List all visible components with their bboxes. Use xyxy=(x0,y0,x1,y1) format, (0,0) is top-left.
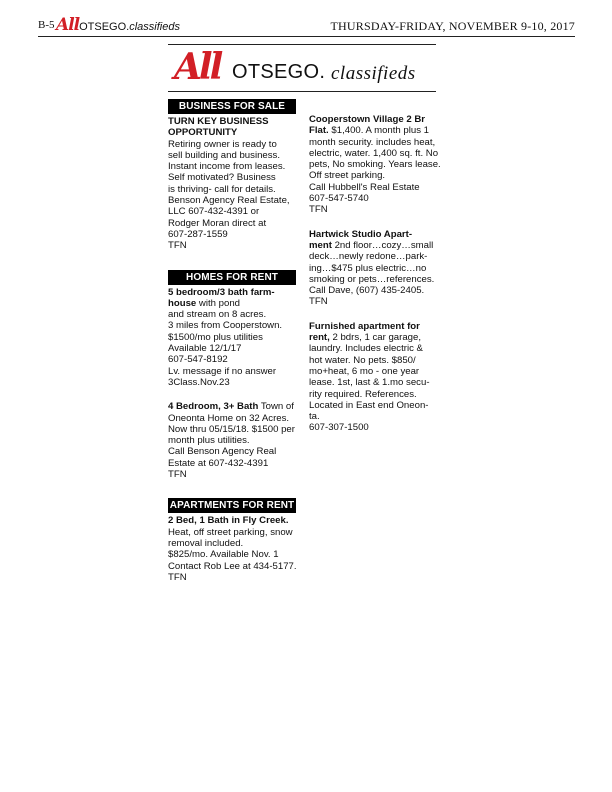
ad-line: Off street parking. xyxy=(309,170,386,182)
ad-line: Available 12/1/17 xyxy=(168,343,242,355)
ad-line: Estate at 607-432-4391 xyxy=(168,457,269,469)
ad-text: with pond xyxy=(196,297,240,309)
ad-line: Located in East end Oneon- xyxy=(309,399,429,411)
ad-line: Hartwick Studio Apart- xyxy=(309,228,413,240)
ad-line: Benson Agency Real Estate, xyxy=(168,195,290,207)
ad-line: 3 miles from Cooperstown. xyxy=(168,320,283,332)
ad-line: 607-287-1559 xyxy=(168,228,228,240)
ad-line: Call Benson Agency Real xyxy=(168,446,277,458)
section-header-apartments-for-rent: APARTMENTS FOR RENT xyxy=(169,500,295,512)
ad-line xyxy=(168,298,296,309)
ad-line: TFN xyxy=(168,469,187,481)
ad-line: TFN xyxy=(168,240,187,252)
page-number: B-5 xyxy=(38,19,55,31)
page-header xyxy=(38,16,575,37)
ad-line: smoking or pets…references. xyxy=(309,273,435,285)
ad-turn-key-business xyxy=(168,116,296,252)
header-logo-classifieds: classifieds xyxy=(129,21,180,33)
ad-line: Cooperstown Village 2 Br xyxy=(309,114,426,125)
ad-line: 607-307-1500 xyxy=(309,422,369,434)
header-logo-otsego: OTSEGO xyxy=(79,21,127,33)
ad-line: TFN xyxy=(309,204,328,216)
ad-line: 3Class.Nov.23 xyxy=(168,376,230,388)
ad-line: lease. 1st, last & 1.mo secu- xyxy=(309,377,430,389)
ad-line: Contact Rob Lee at 434-5177. xyxy=(168,560,297,572)
ad-line xyxy=(309,125,437,136)
header-logo-dot: . xyxy=(126,21,130,33)
ad-line: ta. xyxy=(309,411,320,423)
ad-line: rity required. References. xyxy=(309,388,417,400)
ad-5-bedroom-farmhouse xyxy=(168,287,296,389)
ad-line: Call Dave, (607) 435-2405. xyxy=(309,285,425,297)
ad-line: deck…newly redone…park- xyxy=(309,251,428,263)
ad-line: Rodger Moran direct at xyxy=(168,217,267,229)
section-header-business-for-sale: BUSINESS FOR SALE xyxy=(168,99,296,114)
ad-line: $1500/mo plus utilities xyxy=(168,331,263,343)
left-column xyxy=(168,99,296,583)
ad-line: laundry. Includes electric & xyxy=(309,343,423,355)
banner-otsego: OTSEGO. xyxy=(232,61,326,83)
ad-line: OPPORTUNITY xyxy=(168,127,238,139)
ad-text: Town of xyxy=(258,401,294,413)
section-header-homes-for-rent: HOMES FOR RENT xyxy=(168,270,296,285)
banner-all: All xyxy=(174,46,221,88)
ad-furnished-apartment xyxy=(309,321,437,434)
ad-text: 2nd floor…cozy…small xyxy=(331,239,434,251)
issue-date: THURSDAY-FRIDAY, NOVEMBER 9-10, 2017 xyxy=(330,19,575,33)
ad-line: 607-547-8192 xyxy=(168,354,228,366)
ad-line: Call Hubbell's Real Estate xyxy=(309,181,420,193)
ad-line: pets, No smoking. Years lease. xyxy=(309,159,441,171)
header-logo xyxy=(56,15,180,35)
ad-line: removal included. xyxy=(168,537,244,549)
ad-line: month security. includes heat, xyxy=(309,136,436,148)
ad-line: Heat, off street parking, snow xyxy=(168,526,293,538)
ad-line: Now thru 05/15/18. $1500 per xyxy=(168,423,295,435)
ad-line: Furnished apartment for xyxy=(309,320,420,332)
ad-line: TFN xyxy=(309,296,328,308)
ad-line: TURN KEY BUSINESS xyxy=(168,116,269,127)
ad-line: TFN xyxy=(168,571,187,583)
ad-4-bedroom-oneonta xyxy=(168,401,296,480)
banner-classifieds: classifieds xyxy=(331,63,416,84)
ad-line: 2 Bed, 1 Bath in Fly Creek. xyxy=(168,515,289,527)
ad-line: hot water. No pets. $850/ xyxy=(309,354,416,366)
ad-bold-text: house xyxy=(168,297,197,309)
ad-line: Retiring owner is ready to xyxy=(168,138,277,150)
ad-line: Self motivated? Business xyxy=(168,172,276,184)
ad-line: ing…$475 plus electric…no xyxy=(309,262,427,274)
ad-bold-text: Flat. xyxy=(309,125,329,137)
ad-line: mo+heat, 6 mo - one year xyxy=(309,365,420,377)
ad-line: LLC 607-432-4391 or xyxy=(168,206,260,218)
ad-line: Lv. message if no answer xyxy=(168,365,277,377)
header-logo-all: All xyxy=(56,15,80,35)
ad-bold-text: ment xyxy=(309,239,332,251)
ad-line: 607-547-5740 xyxy=(309,193,369,205)
ad-fly-creek-apartment xyxy=(168,515,296,583)
classifieds-banner xyxy=(168,44,436,92)
ad-line: $825/mo. Available Nov. 1 xyxy=(168,549,279,561)
ad-line: 5 bedroom/3 bath farm- xyxy=(168,286,275,298)
ad-text: $1,400. A month plus 1 xyxy=(328,125,430,137)
ad-line xyxy=(168,401,296,412)
ad-line: Oneonta Home on 32 Acres. xyxy=(168,412,290,424)
right-column xyxy=(309,112,441,434)
ad-line: is thriving- call for details. xyxy=(168,183,276,195)
ad-line: Instant income from leases. xyxy=(168,161,286,173)
ad-line: electric, water. 1,400 sq. ft. No xyxy=(309,147,439,159)
ad-line: sell building and business. xyxy=(168,149,281,161)
ad-bold-text: rent, xyxy=(309,332,330,344)
ad-line: month plus utilities. xyxy=(168,435,250,447)
ad-line xyxy=(309,332,437,343)
ad-text: 2 bdrs, 1 car garage, xyxy=(329,332,421,344)
ad-cooperstown-village-flat xyxy=(309,114,441,216)
ad-bold-text: 4 Bedroom, 3+ Bath xyxy=(168,401,259,413)
ad-line xyxy=(309,240,437,251)
ad-line: and stream on 8 acres. xyxy=(168,309,267,321)
ad-hartwick-studio xyxy=(309,229,437,308)
